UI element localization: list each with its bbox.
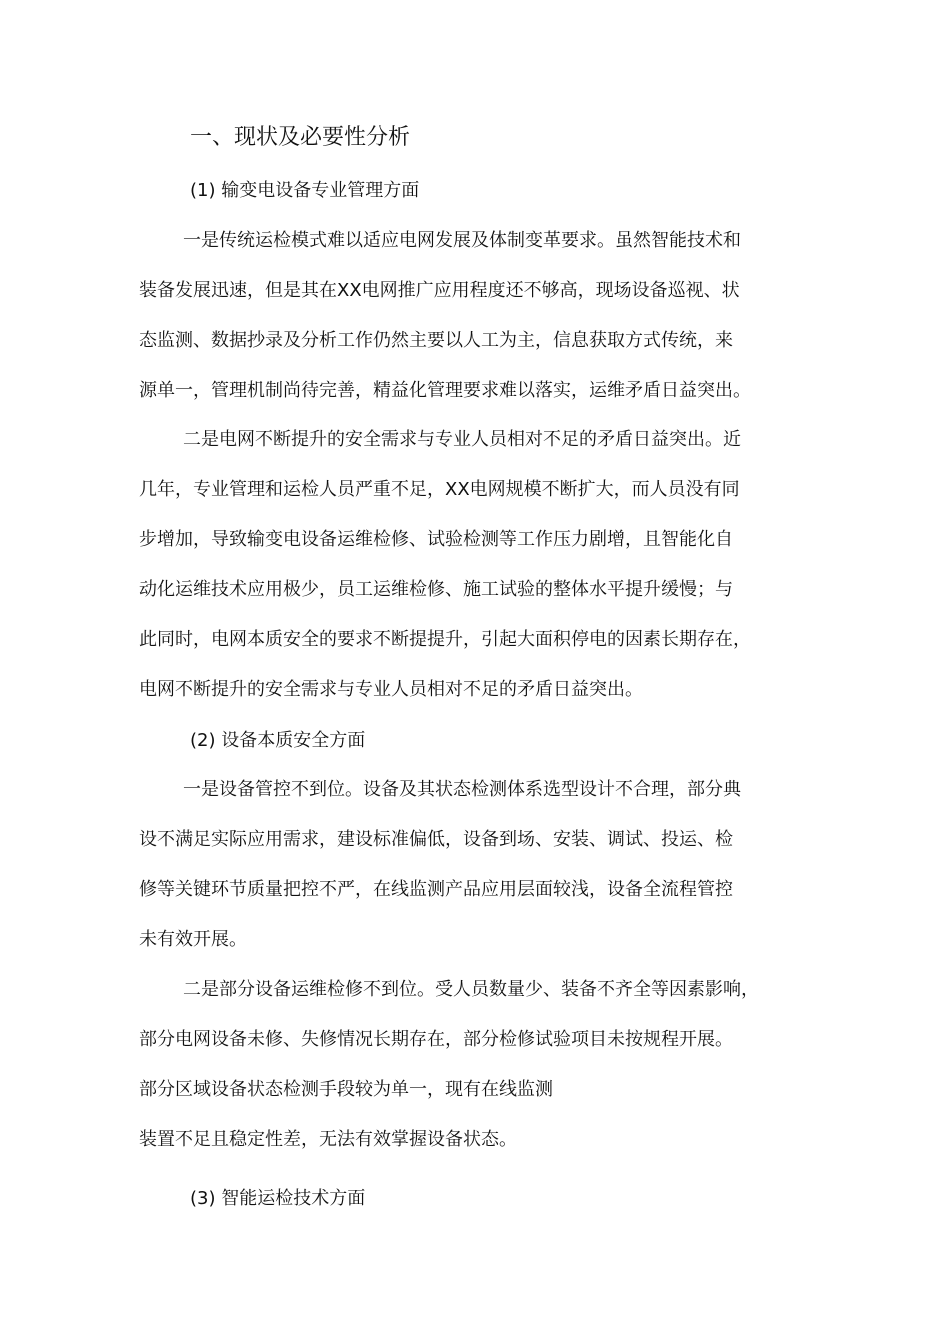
paragraph-line: 二是电网不断提升的安全需求与专业人员相对不足的矛盾日益突出。近 <box>183 429 741 450</box>
subsection-title-1: (1) 输变电设备专业管理方面 <box>190 180 420 201</box>
section-heading: 一、现状及必要性分析 <box>190 125 411 150</box>
paragraph-line: 一是传统运检模式难以适应电网发展及体制变革要求。虽然智能技术和 <box>183 230 741 251</box>
paragraph-4 <box>139 965 829 1115</box>
paragraph-line: 一是设备管控不到位。设备及其状态检测体系选型设计不合理，部分典 <box>183 779 741 800</box>
paragraph-line: 二是部分设备运维检修不到位。受人员数量少、装备不齐全等因素影响， <box>183 979 759 1000</box>
paragraph-line: 态监测、数据抄录及分析工作仍然主要以人工为主，信息获取方式传统，来 <box>139 330 733 351</box>
paragraph-line: 未有效开展。 <box>139 929 247 950</box>
paragraph-2 <box>139 415 829 715</box>
paragraph-line: 部分区域设备状态检测手段较为单一，现有在线监测 <box>139 1079 553 1100</box>
paragraph-line: 装备发展迅速，但是其在XX电网推广应用程度还不够高，现场设备巡视、状 <box>139 280 740 301</box>
subsection-title-3: (3) 智能运检技术方面 <box>190 1188 366 1209</box>
paragraph-line: 步增加，导致输变电设备运维检修、试验检测等工作压力剧增，且智能化自 <box>139 529 733 550</box>
paragraph-line: 部分电网设备未修、失修情况长期存在，部分检修试验项目未按规程开展。 <box>139 1029 733 1050</box>
paragraph-line: 设不满足实际应用需求，建设标准偏低，设备到场、安装、调试、投运、检 <box>139 829 733 850</box>
subsection-title-2: (2) 设备本质安全方面 <box>190 730 366 751</box>
paragraph-line: 源单一，管理机制尚待完善，精益化管理要求难以落实，运维矛盾日益突出。 <box>139 380 751 401</box>
paragraph-1 <box>139 216 829 416</box>
paragraph-line: 几年，专业管理和运检人员严重不足，XX电网规模不断扩大，而人员没有同 <box>139 479 740 500</box>
paragraph-line: 修等关键环节质量把控不严，在线监测产品应用层面较浅，设备全流程管控 <box>139 879 733 900</box>
paragraph-line: 动化运维技术应用极少，员工运维检修、施工试验的整体水平提升缓慢；与 <box>139 579 733 600</box>
paragraph-line: 电网不断提升的安全需求与专业人员相对不足的矛盾日益突出。 <box>139 679 643 700</box>
paragraph-line: 此同时，电网本质安全的要求不断提提升，引起大面积停电的因素长期存在， <box>139 629 751 650</box>
paragraph-5 <box>139 1115 829 1165</box>
paragraph-3 <box>139 765 829 965</box>
paragraph-line: 装置不足且稳定性差，无法有效掌握设备状态。 <box>139 1129 517 1150</box>
